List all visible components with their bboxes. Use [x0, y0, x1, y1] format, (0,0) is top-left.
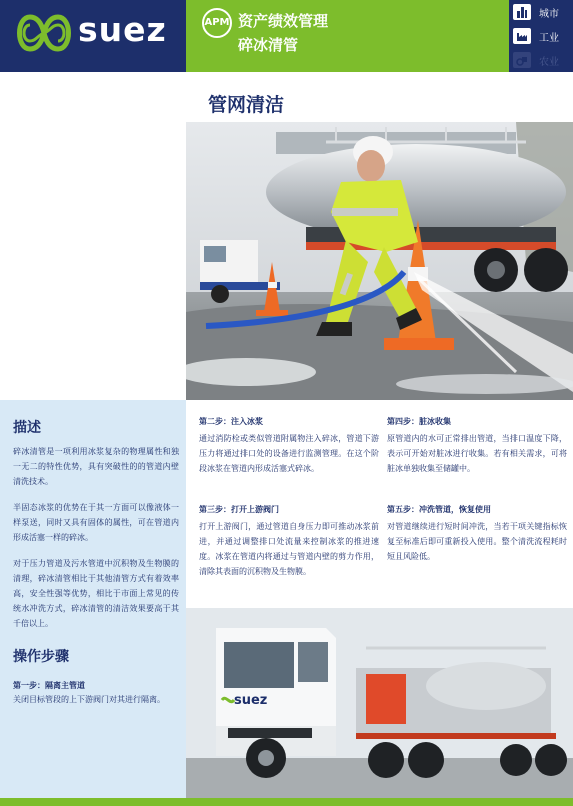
footer-bar [0, 798, 573, 806]
step4-text: 原管道内的水可正常排出管道，当排口温度下降，表示可开始对脏冰进行收集。若有相关需求，可将脏冰单独收集至储罐中。 [387, 434, 567, 473]
agriculture-icon [513, 52, 531, 68]
apm-badge: APM [202, 8, 232, 38]
header-title-block [186, 0, 509, 72]
suez-logo-block [0, 0, 186, 72]
header-title-line2: 碎冰清管 [238, 36, 299, 54]
factory-icon [513, 28, 531, 44]
description-paragraph-2: 半固态冰浆的优势在于其一方面可以像液体一样泵送，同时又具有固体的属性，可在管道内形成活塞一样的碎冰。 [13, 503, 179, 542]
header-title-line1: 资产绩效管理 [238, 12, 329, 30]
suez-logo-text: suez [78, 10, 167, 49]
nav-item-city[interactable] [513, 2, 571, 22]
step4-title: 第四步：脏冰收集 [387, 417, 451, 426]
description-heading: 描述 [13, 420, 41, 436]
step5-block [387, 504, 567, 564]
category-nav [509, 0, 573, 72]
steps-heading: 操作步骤 [13, 649, 69, 665]
nav-label-city: 城市 [539, 8, 559, 20]
step3-text: 打开上游阀门，通过管道自身压力即可推动冰浆前进，并通过调整排口处流量来控制冰浆的推进速度。冰浆在管道内将通过与管道内壁的剪力作用，清除其表面的沉积物及生物膜。 [199, 522, 379, 576]
step2-title: 第二步：注入冰浆 [199, 417, 263, 426]
step5-text: 对管道继续进行短时间冲洗，当若干项关键指标恢复至标准后即可重新投入使用。整个清洗流程耗时短且风险低。 [387, 522, 567, 561]
step2-text: 通过消防栓或类似管道附属物注入碎冰，管道下游压力将通过排口处的设备进行监测管理。在这个阶段冰浆在管道内形成活塞式碎冰。 [199, 434, 379, 473]
section-title: 管网清洁 [208, 94, 285, 116]
step1-text: 关闭目标管段的上下游阀门对其进行隔离。 [13, 695, 165, 704]
description-paragraph-1: 碎冰清管是一项利用冰浆复杂的物理属性和独一无二的特性优势，具有突破性的的管道内壁清洗技术。 [13, 447, 179, 486]
step3-title: 第三步：打开上游阀门 [199, 505, 279, 514]
sidebar-description [0, 400, 186, 798]
nav-label-industry: 工业 [539, 32, 559, 44]
truck-photo [186, 608, 573, 798]
suez-logo-icon [12, 13, 76, 53]
step1-title: 第一步：隔离主管道 [13, 681, 85, 690]
page-header [0, 0, 573, 72]
step4-block [387, 416, 567, 476]
truck-logo-text: suez [234, 693, 268, 708]
nav-item-industry[interactable] [513, 26, 571, 46]
step5-title: 第五步：冲洗管道，恢复使用 [387, 505, 491, 514]
description-paragraph-3: 对于压力管道及污水管道中沉积物及生物膜的清理，碎冰清管相比于其他清管方式有着效率高，安全性强等优势，相比于市面上常见的传统水冲洗方式，碎冰清管的清洁效果要高于其千倍以上。 [13, 559, 179, 628]
hero-photo-worker [186, 122, 573, 400]
nav-item-agriculture[interactable] [513, 50, 571, 70]
nav-label-agriculture: 农业 [539, 56, 559, 68]
step3-block [199, 504, 379, 579]
step2-block [199, 416, 379, 476]
city-icon [513, 4, 531, 20]
